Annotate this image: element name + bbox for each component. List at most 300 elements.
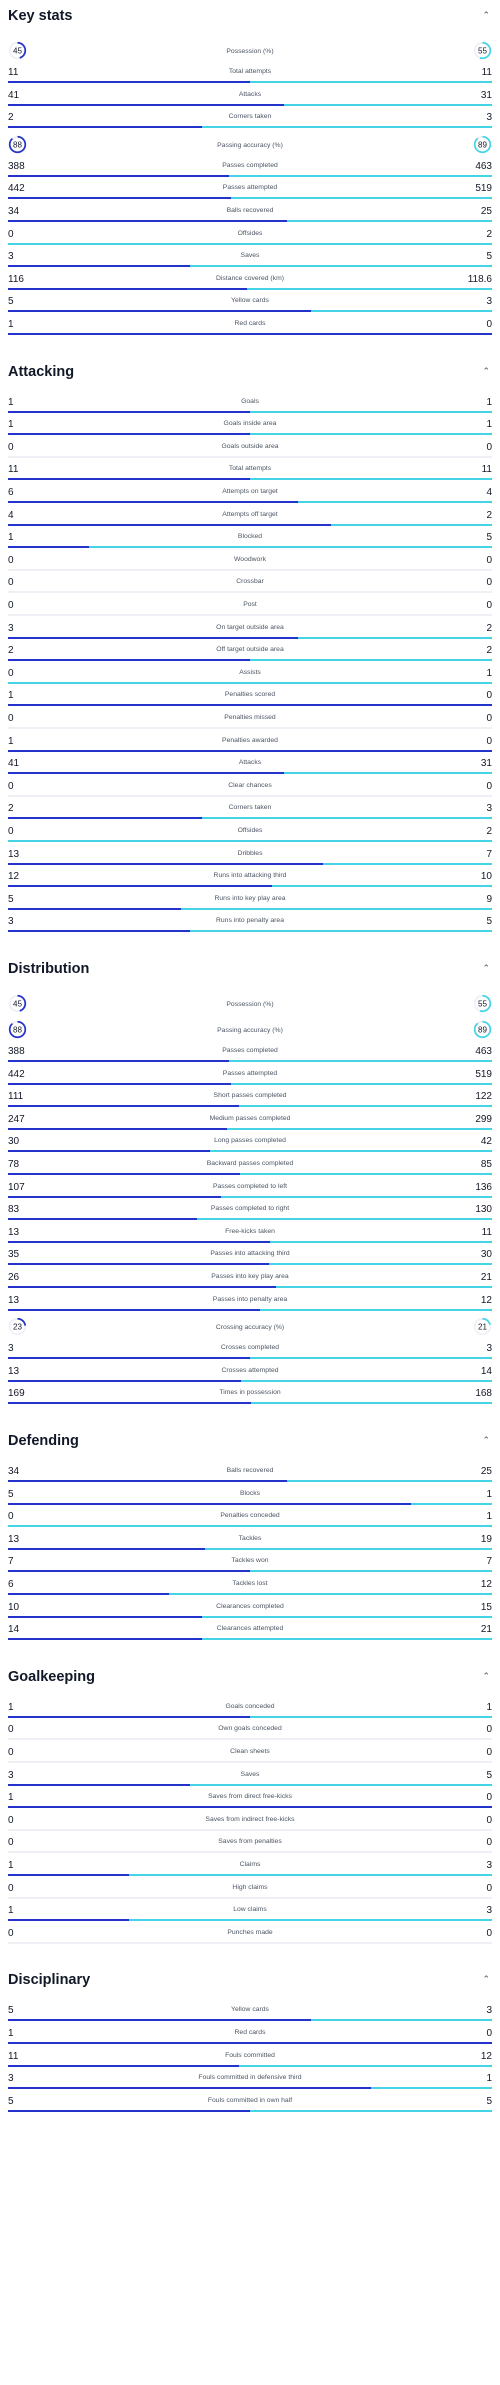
comparison-bar <box>8 1128 492 1130</box>
home-value: 107 <box>8 1181 25 1193</box>
comparison-bar <box>8 817 492 819</box>
comparison-bar <box>8 908 492 910</box>
away-value: 3 <box>486 803 492 815</box>
away-value: 3 <box>486 2005 492 2017</box>
stat-row-claims <box>8 1860 492 1878</box>
comparison-bar <box>8 411 492 413</box>
stat-row-distance-covered-km <box>8 274 492 292</box>
away-bar-fill <box>202 126 492 128</box>
stat-label: Total attempts <box>228 68 272 75</box>
away-value: 0 <box>486 2027 492 2039</box>
stat-row-goals-outside-area <box>8 442 492 460</box>
comparison-bar <box>8 1309 492 1311</box>
away-value: 31 <box>480 758 492 770</box>
away-bar-fill <box>8 243 492 245</box>
stat-row-saves-from-penalties <box>8 1837 492 1855</box>
comparison-bar <box>8 1357 492 1359</box>
away-value: 2 <box>486 825 492 837</box>
away-bar-fill <box>169 1593 492 1595</box>
home-bar-fill <box>8 175 229 177</box>
stat-label: Offsides <box>237 229 263 237</box>
stat-row-runs-into-attacking-third <box>8 871 492 889</box>
section-header <box>8 8 492 28</box>
stat-label: Punches made <box>227 1928 273 1936</box>
away-value: 5 <box>486 532 492 544</box>
comparison-bar <box>8 1851 492 1853</box>
stat-label: Yellow cards <box>231 297 269 305</box>
stat-row-goals-inside-area <box>8 419 492 437</box>
comparison-bar <box>8 1196 492 1198</box>
comparison-bar <box>8 1380 492 1382</box>
away-value: 21 <box>480 1272 492 1283</box>
home-value: 5 <box>8 1488 14 1500</box>
stat-row-long-passes-completed <box>8 1136 492 1154</box>
stat-label: Dribbles <box>237 849 263 857</box>
away-value: 9 <box>486 893 492 905</box>
away-value: 5 <box>486 916 492 928</box>
away-value: 14 <box>480 1365 492 1377</box>
home-value: 30 <box>8 1136 20 1148</box>
away-value: 21 <box>480 1624 492 1636</box>
away-ring-gauge <box>473 41 492 60</box>
home-value: 3 <box>8 916 14 928</box>
home-value: 0 <box>8 228 14 240</box>
section-title: Defending <box>8 1433 79 1449</box>
home-ring-gauge <box>8 1317 27 1336</box>
home-bar-fill <box>8 1716 250 1718</box>
home-bar-fill <box>8 1503 411 1505</box>
stat-label: Distance covered (km) <box>216 274 284 282</box>
away-bar-fill <box>276 1286 492 1288</box>
away-bar-fill <box>311 2019 493 2021</box>
home-value: 3 <box>8 622 14 634</box>
section-header <box>8 1433 492 1453</box>
stat-row-total-attempts <box>8 67 492 85</box>
home-value: 3 <box>8 1769 14 1781</box>
away-bar-fill <box>331 524 492 526</box>
home-value: 0 <box>8 441 14 453</box>
home-bar-fill <box>8 704 492 706</box>
stat-row-total-attempts <box>8 464 492 482</box>
away-bar-fill <box>210 1150 492 1152</box>
comparison-bar <box>8 1480 492 1482</box>
stat-row-high-claims <box>8 1883 492 1901</box>
stat-row-penalties-scored <box>8 690 492 708</box>
stat-row-short-passes-completed <box>8 1091 492 1109</box>
comparison-bar <box>8 2042 492 2044</box>
comparison-bar <box>8 478 492 480</box>
stat-label: Saves <box>240 252 260 260</box>
away-bar-fill <box>202 817 492 819</box>
away-bar-fill <box>298 501 492 503</box>
home-bar-fill <box>8 197 231 199</box>
stat-label: Saves from penalties <box>218 1838 282 1846</box>
chevron-up-icon[interactable]: ⌃ <box>482 1670 490 1681</box>
comparison-bar <box>8 524 492 526</box>
home-bar-fill <box>8 930 190 932</box>
stat-label: Total attempts <box>228 465 272 473</box>
home-bar-fill <box>8 1402 251 1404</box>
away-bar-fill <box>8 840 492 842</box>
away-value: 0 <box>486 1746 492 1758</box>
away-bar-fill <box>250 1716 492 1718</box>
stat-row-attacks <box>8 758 492 776</box>
away-value: 463 <box>475 160 492 172</box>
stat-label: Tackles <box>238 1534 262 1542</box>
home-value: 442 <box>8 183 25 195</box>
stat-row-runs-into-penalty-area <box>8 916 492 934</box>
stat-label: Attempts on target <box>222 487 278 495</box>
home-value: 1 <box>8 735 14 747</box>
away-value: 463 <box>475 1046 492 1057</box>
away-value: 31 <box>480 89 492 101</box>
home-value: 13 <box>8 848 20 860</box>
away-bar-fill <box>239 1105 492 1107</box>
chevron-up-icon[interactable]: ⌃ <box>482 10 490 20</box>
away-bar-fill <box>287 1480 492 1482</box>
home-value: 0 <box>8 1511 14 1523</box>
away-bar-fill <box>8 682 492 684</box>
comparison-bar <box>8 1263 492 1265</box>
home-value: 45 <box>13 999 22 1009</box>
chevron-up-icon[interactable]: ⌃ <box>482 1435 490 1445</box>
comparison-bar <box>8 637 492 639</box>
home-bar-fill <box>8 1638 202 1640</box>
away-value: 3 <box>486 1343 492 1355</box>
comparison-bar <box>8 2065 492 2067</box>
stat-row-crossbar <box>8 577 492 595</box>
stat-row-off-target-outside-area <box>8 645 492 663</box>
stat-label: Offsides <box>237 826 263 834</box>
chevron-up-icon[interactable]: ⌃ <box>482 1974 490 1985</box>
section-title: Key stats <box>8 8 73 24</box>
home-value: 11 <box>8 2050 19 2062</box>
stat-label: Red cards <box>234 320 266 327</box>
home-bar-fill <box>8 1286 276 1288</box>
comparison-bar <box>8 840 492 842</box>
home-value: 2 <box>8 645 14 657</box>
stat-row-saves <box>8 1770 492 1788</box>
away-value: 7 <box>486 848 492 860</box>
comparison-bar <box>8 1716 492 1718</box>
home-value: 5 <box>8 893 14 905</box>
comparison-bar <box>8 1829 492 1831</box>
comparison-bar <box>8 175 492 177</box>
home-value: 13 <box>8 1294 20 1306</box>
comparison-bar <box>8 1784 492 1786</box>
stat-label: Goals <box>241 397 259 405</box>
home-value: 26 <box>8 1272 20 1283</box>
stat-row-goals <box>8 397 492 415</box>
stat-label: Claims <box>239 1860 261 1868</box>
away-bar-fill <box>229 1060 492 1062</box>
stat-row-offsides <box>8 826 492 844</box>
stat-row-penalties-conceded <box>8 1511 492 1529</box>
away-value: 1 <box>486 667 492 679</box>
stat-row-balls-recovered <box>8 206 492 224</box>
home-value: 4 <box>8 509 14 521</box>
away-bar-fill <box>250 478 492 480</box>
stat-label: Goals outside area <box>221 442 279 450</box>
stat-label: Passes attempted <box>222 184 278 192</box>
comparison-bar <box>8 501 492 503</box>
home-bar-fill <box>8 2042 492 2044</box>
stat-label: Attacks <box>238 759 262 767</box>
home-value: 1 <box>8 319 14 330</box>
stat-label: Passes completed to right <box>210 1205 290 1213</box>
stat-row-passing-accuracy <box>8 1020 492 1042</box>
home-bar-fill <box>8 1380 241 1382</box>
home-value: 14 <box>8 1624 20 1636</box>
stat-row-fouls-committed-in-defensive-third <box>8 2073 492 2091</box>
home-bar-fill <box>8 265 190 267</box>
stat-row-offsides <box>8 229 492 247</box>
home-value: 10 <box>8 1601 20 1613</box>
away-bar-fill <box>250 2110 492 2112</box>
comparison-bar <box>8 1241 492 1243</box>
stat-row-on-target-outside-area <box>8 623 492 641</box>
stat-row-yellow-cards <box>8 296 492 314</box>
home-value: 41 <box>8 758 20 770</box>
comparison-bar <box>8 104 492 106</box>
away-value: 2 <box>486 228 492 240</box>
comparison-bar <box>8 1525 492 1527</box>
home-value: 247 <box>8 1113 25 1125</box>
comparison-bar <box>8 1919 492 1921</box>
away-value: 1 <box>486 1511 492 1523</box>
section-header <box>8 961 492 981</box>
home-value: 88 <box>13 1025 22 1035</box>
stat-row-passes-into-penalty-area <box>8 1295 492 1313</box>
home-bar-fill <box>8 1060 229 1062</box>
home-bar-fill <box>8 1105 239 1107</box>
home-value: 442 <box>8 1068 25 1080</box>
home-bar-fill <box>8 1263 269 1265</box>
away-bar-fill <box>240 1173 492 1175</box>
home-value: 83 <box>8 1204 20 1216</box>
home-ring-gauge <box>8 41 27 60</box>
away-value: 12 <box>480 1294 492 1306</box>
home-value: 13 <box>8 1226 20 1238</box>
comparison-bar <box>8 1083 492 1085</box>
home-bar-fill <box>8 1570 250 1572</box>
comparison-bar <box>8 2087 492 2089</box>
stat-row-penalties-awarded <box>8 736 492 754</box>
stat-label: Corners taken <box>228 804 272 812</box>
away-ring-gauge <box>473 994 492 1013</box>
away-bar-fill <box>197 1218 492 1220</box>
stat-label: Passing accuracy (%) <box>217 141 283 149</box>
away-value: 0 <box>486 1792 492 1804</box>
stat-row-woodwork <box>8 555 492 573</box>
stat-label: Possession (%) <box>226 48 274 55</box>
stat-label: Blocks <box>239 1489 261 1497</box>
home-value: 11 <box>8 67 19 78</box>
home-value: 45 <box>13 46 22 56</box>
home-value: 41 <box>8 89 20 101</box>
home-value: 13 <box>8 1365 20 1377</box>
home-bar-fill <box>8 524 331 526</box>
away-value: 299 <box>475 1113 492 1125</box>
stat-label: Yellow cards <box>231 2006 269 2014</box>
away-value: 3 <box>486 296 492 308</box>
comparison-bar <box>8 1548 492 1550</box>
comparison-bar <box>8 1897 492 1899</box>
away-value: 0 <box>486 441 492 453</box>
stat-row-red-cards <box>8 319 492 337</box>
stat-label: Red cards <box>234 2028 266 2036</box>
home-value: 35 <box>8 1249 20 1261</box>
home-bar-fill <box>8 501 298 503</box>
away-value: 2 <box>486 622 492 634</box>
section-header <box>8 1972 492 1992</box>
away-bar-fill <box>260 1309 492 1311</box>
away-bar-fill <box>250 433 492 435</box>
home-value: 78 <box>8 1159 20 1170</box>
stat-row-free-kicks-taken <box>8 1227 492 1245</box>
stat-row-passes-completed-to-left <box>8 1182 492 1200</box>
stat-row-attempts-off-target <box>8 510 492 528</box>
stat-label: Blocked <box>237 533 263 541</box>
home-value: 1 <box>8 532 14 544</box>
home-value: 5 <box>8 2095 14 2107</box>
away-value: 0 <box>486 712 492 724</box>
stat-label: Penalties awarded <box>222 736 278 744</box>
home-value: 388 <box>8 1046 25 1057</box>
home-value: 0 <box>8 1724 14 1736</box>
home-value: 0 <box>8 1882 14 1894</box>
home-value: 1 <box>8 1792 14 1804</box>
stat-label: Passes into attacking third <box>210 1250 290 1258</box>
stat-row-punches-made <box>8 1928 492 1946</box>
away-bar-fill <box>250 1357 492 1359</box>
comparison-bar <box>8 704 492 706</box>
chevron-up-icon[interactable]: ⌃ <box>482 963 490 973</box>
stat-row-passing-accuracy <box>8 135 492 157</box>
stat-row-fouls-committed <box>8 2051 492 2069</box>
stat-row-crosses-attempted <box>8 1366 492 1384</box>
home-bar-fill <box>8 817 202 819</box>
stat-label: Post <box>243 600 257 608</box>
stat-label: Runs into attacking third <box>213 872 287 880</box>
stat-row-fouls-committed-in-own-half <box>8 2096 492 2114</box>
comparison-bar <box>8 1806 492 1808</box>
comparison-bar <box>8 1150 492 1152</box>
away-bar-fill <box>227 1128 492 1130</box>
stat-row-clearances-attempted <box>8 1624 492 1642</box>
home-value: 0 <box>8 599 14 611</box>
home-value: 2 <box>8 112 14 124</box>
comparison-bar <box>8 2019 492 2021</box>
home-value: 0 <box>8 825 14 837</box>
comparison-bar <box>8 310 492 312</box>
away-value: 55 <box>478 999 487 1009</box>
stat-label: Crossbar <box>236 578 264 586</box>
away-bar-fill <box>190 930 493 932</box>
away-bar-fill <box>251 1402 492 1404</box>
comparison-bar <box>8 1286 492 1288</box>
away-bar-fill <box>270 1241 492 1243</box>
away-value: 12 <box>480 1579 492 1590</box>
stat-row-clean-sheets <box>8 1747 492 1765</box>
home-bar-fill <box>8 104 284 106</box>
comparison-bar <box>8 1173 492 1175</box>
comparison-bar <box>8 220 492 222</box>
home-bar-fill <box>8 1548 205 1550</box>
stat-label: Goals conceded <box>225 1702 275 1710</box>
home-value: 34 <box>8 1466 20 1477</box>
away-value: 15 <box>480 1601 492 1613</box>
home-value: 1 <box>8 1905 14 1917</box>
stat-row-goals-conceded <box>8 1702 492 1720</box>
away-bar-fill <box>202 1638 492 1640</box>
away-value: 3 <box>486 1859 492 1871</box>
home-value: 34 <box>8 206 20 217</box>
away-bar-fill <box>323 863 492 865</box>
comparison-bar <box>8 614 492 616</box>
comparison-bar <box>8 1942 492 1944</box>
away-value: 10 <box>480 871 492 883</box>
away-value: 0 <box>486 1882 492 1894</box>
home-value: 116 <box>8 273 24 285</box>
stat-label: Woodwork <box>234 555 266 563</box>
away-value: 0 <box>486 690 492 702</box>
home-value: 1 <box>8 2027 14 2039</box>
home-value: 0 <box>8 712 14 724</box>
home-bar-fill <box>8 1150 210 1152</box>
stat-label: Passes completed <box>222 161 278 169</box>
stat-label: Passes completed to left <box>212 1182 288 1190</box>
away-value: 0 <box>486 735 492 747</box>
stat-label: Balls recovered <box>226 207 274 214</box>
section-title: Distribution <box>8 961 90 977</box>
stat-label: Fouls committed <box>225 2051 275 2059</box>
away-ring-gauge <box>473 135 492 154</box>
home-ring-gauge <box>8 135 27 154</box>
away-bar-fill <box>129 1874 492 1876</box>
home-value: 1 <box>8 690 14 702</box>
away-value: 25 <box>480 206 492 217</box>
comparison-bar <box>8 126 492 128</box>
stat-label: Attempts off target <box>222 510 278 518</box>
home-value: 11 <box>8 464 19 476</box>
home-value: 169 <box>8 1388 25 1400</box>
stat-row-passes-attempted <box>8 1069 492 1087</box>
comparison-bar <box>8 2110 492 2112</box>
home-value: 1 <box>8 396 14 408</box>
stat-row-saves-from-direct-free-kicks <box>8 1792 492 1810</box>
away-value: 30 <box>480 1249 492 1261</box>
home-bar-fill <box>8 411 250 413</box>
comparison-bar <box>8 1060 492 1062</box>
away-bar-fill <box>284 772 492 774</box>
comparison-bar <box>8 1402 492 1404</box>
away-value: 168 <box>475 1388 492 1400</box>
stat-row-tackles-won <box>8 1556 492 1574</box>
away-value: 1 <box>486 1701 492 1713</box>
comparison-bar <box>8 863 492 865</box>
comparison-bar <box>8 750 492 752</box>
away-value: 1 <box>486 419 492 431</box>
stat-row-clearances-completed <box>8 1602 492 1620</box>
away-bar-fill <box>205 1548 492 1550</box>
comparison-bar <box>8 243 492 245</box>
home-value: 1 <box>8 419 14 431</box>
home-bar-fill <box>8 1616 202 1618</box>
home-value: 0 <box>8 577 14 589</box>
stat-label: Crosses attempted <box>221 1366 279 1374</box>
chevron-up-icon[interactable]: ⌃ <box>482 365 490 376</box>
